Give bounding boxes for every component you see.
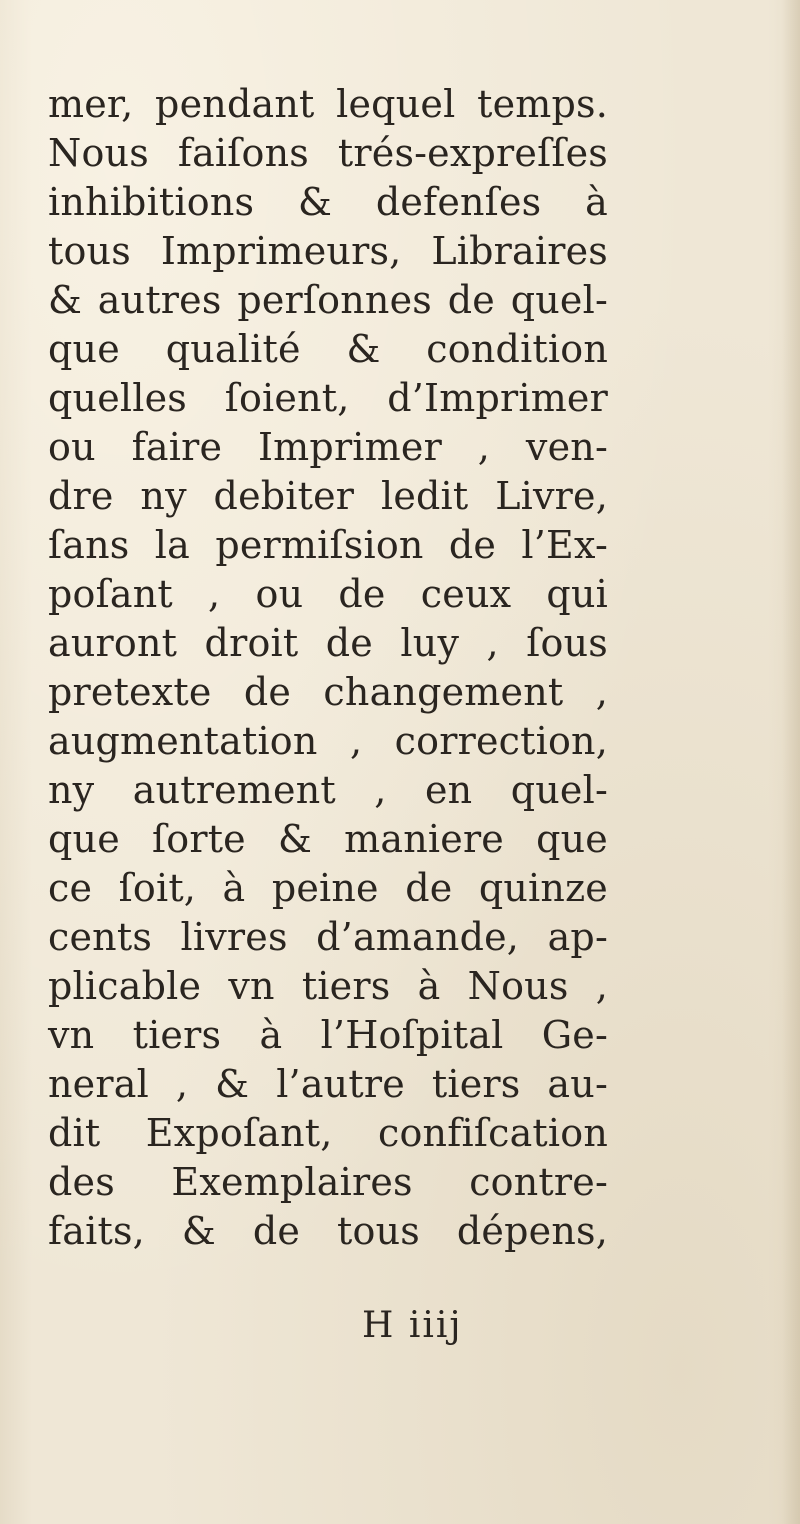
text-line-4: tous Imprimeurs, Libraires [48,229,608,273]
text-line-1: mer, pendant lequel temps. [48,82,608,126]
text-line-2: Nous faiſons trés-expreſſes [48,131,608,175]
text-line-18: cents livres d’amande, ap- [48,915,608,959]
body-text [48,80,608,1256]
text-line-15: ny autrement , en quel- [48,768,608,812]
text-line-11: poſant , ou de ceux qui [48,572,608,616]
text-line-17: ce ſoit, à peine de quinze [48,866,608,910]
text-line-10: ſans la permiſsion de l’Ex- [48,523,608,567]
text-line-12: auront droit de luy , ſous [48,621,608,665]
text-line-8: ou faire Imprimer , ven- [48,425,608,469]
signature-mark: H iiij [362,1305,463,1346]
text-line-22: dit Expoſant, confiſcation [48,1111,608,1155]
text-line-13: pretexte de changement , [48,670,608,714]
text-line-23: des Exemplaires contre- [48,1160,608,1204]
text-line-14: augmentation , correction, [48,719,608,763]
text-line-24: faits, & de tous dépens, [48,1209,608,1253]
text-line-20: vn tiers à l’Hoſpital Ge- [48,1013,608,1057]
page-edge-shadow [782,0,800,1524]
text-line-7: quelles ſoient, d’Imprimer [48,376,608,420]
text-line-3: inhibitions & defenſes à [48,180,608,224]
text-line-21: neral , & l’autre tiers au- [48,1062,608,1106]
text-line-16: que ſorte & maniere que [48,817,608,861]
text-line-6: que qualité & condition [48,327,608,371]
text-line-9: dre ny debiter ledit Livre, [48,474,608,518]
text-line-5: & autres perſonnes de quel- [48,278,608,322]
text-line-19: plicable vn tiers à Nous , [48,964,608,1008]
